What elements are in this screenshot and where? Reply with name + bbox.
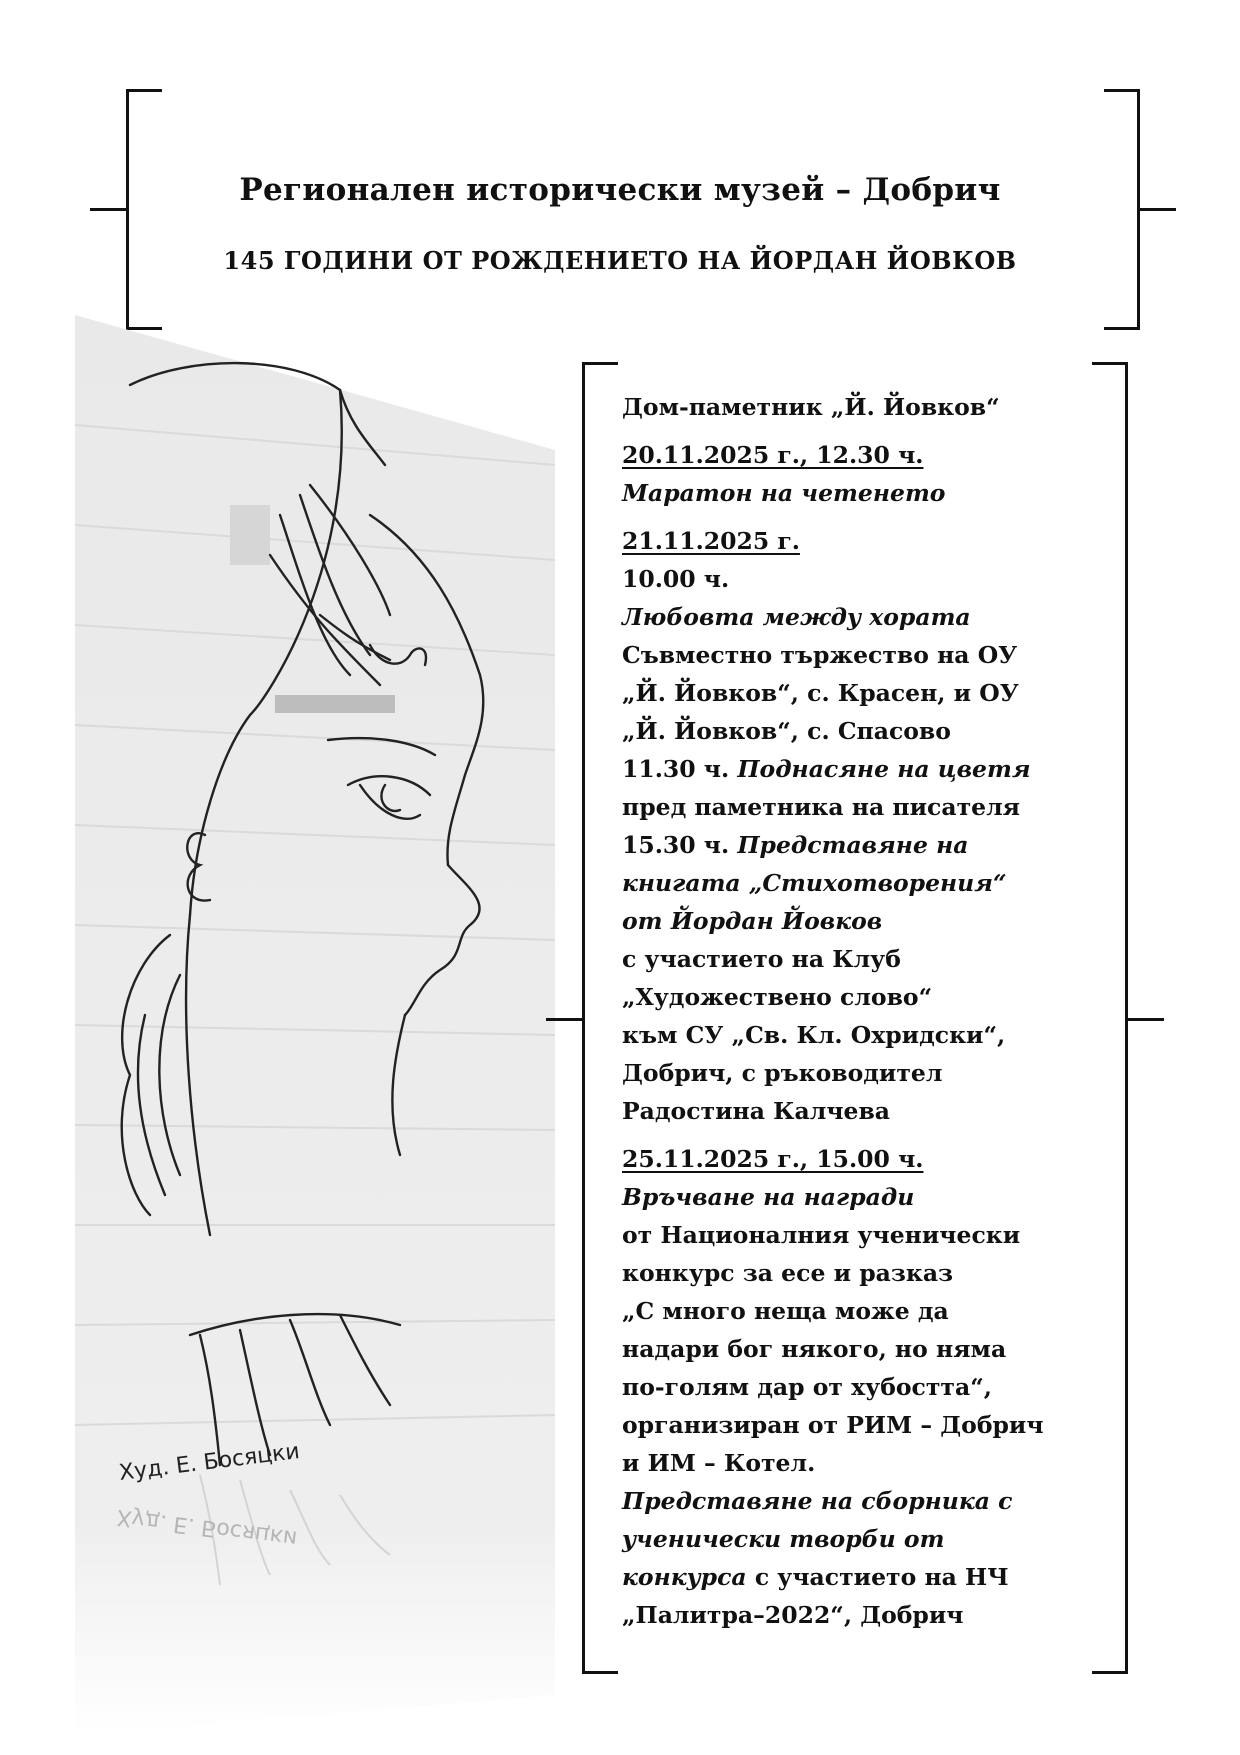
event-date: 20.11.2025 г., 12.30 ч.	[622, 441, 924, 469]
event-desc: „Палитра–2022“, Добрич	[622, 1601, 964, 1629]
event-time: 11.30 ч.	[622, 755, 730, 783]
event-desc: „Й. Йовков“, с. Красен, и ОУ	[622, 679, 1019, 707]
event-title: конкурса	[622, 1563, 747, 1591]
event-desc: „Й. Йовков“, с. Спасово	[622, 717, 951, 745]
event-title: Връчване на награди	[622, 1183, 915, 1211]
event-title: Любовта между хората	[622, 603, 971, 631]
program-bracket-right-tick	[1126, 1018, 1164, 1021]
program-bracket-right	[1092, 362, 1128, 1674]
event-title: от Йордан Йовков	[622, 907, 883, 935]
event-desc: пред паметника на писателя	[622, 793, 1021, 821]
signature-reflection: Худ. Е. Босяцки	[115, 1503, 299, 1551]
event-date: 21.11.2025 г.	[622, 527, 800, 555]
header-bracket-left-tick	[90, 208, 128, 211]
event-desc: „С много неща може да	[622, 1297, 949, 1325]
event-desc: към СУ „Св. Кл. Охридски“,	[622, 1021, 1006, 1049]
venue: Дом-паметник „Й. Йовков“	[622, 393, 1000, 421]
program-bracket-left	[582, 362, 618, 1674]
signature: Худ. Е. Босяцки	[117, 1439, 302, 1486]
event-title: ученически творби от	[622, 1525, 945, 1553]
event-desc: надари бог някого, но няма	[622, 1335, 1007, 1363]
page-subtitle: 145 ГОДИНИ ОТ РОЖДЕНИЕТО НА ЙОРДАН ЙОВКОВ	[223, 246, 1017, 275]
event-desc: с участието на Клуб	[622, 945, 901, 973]
event-title: Маратон на четенето	[622, 479, 946, 507]
program-bracket-left-tick	[546, 1018, 584, 1021]
portrait-drawing	[70, 315, 560, 1755]
event-desc: Радостина Калчева	[622, 1097, 891, 1125]
event-desc: от Националния ученически	[622, 1221, 1021, 1249]
event-desc: Съвместно тържество на ОУ	[622, 641, 1018, 669]
header-bracket-left	[126, 89, 162, 330]
event-title: книгата „Стихотворения“	[622, 869, 1007, 897]
header-bracket-right-tick	[1138, 208, 1176, 211]
event-time: 10.00 ч.	[622, 565, 730, 593]
event-desc: „Художествено слово“	[622, 983, 933, 1011]
event-title: Поднасяне на цветя	[737, 755, 1031, 783]
event-title: Представяне на сборника с	[622, 1487, 1013, 1515]
event-desc: по-голям дар от хубостта“,	[622, 1373, 992, 1401]
event-desc: и ИМ – Котел.	[622, 1449, 816, 1477]
event-desc: конкурс за есе и разказ	[622, 1259, 954, 1287]
event-desc: организиран от РИМ – Добрич	[622, 1411, 1044, 1439]
event-date: 25.11.2025 г., 15.00 ч.	[622, 1145, 924, 1173]
header-bracket-right	[1104, 89, 1140, 330]
program-list	[622, 388, 1092, 1634]
event-title: Представяне на	[737, 831, 969, 859]
page-title: Регионален исторически музей – Добрич	[239, 172, 1001, 208]
event-desc: Добрич, с ръководител	[622, 1059, 943, 1087]
event-desc: с участието на НЧ	[746, 1563, 1009, 1591]
event-time: 15.30 ч.	[622, 831, 730, 859]
